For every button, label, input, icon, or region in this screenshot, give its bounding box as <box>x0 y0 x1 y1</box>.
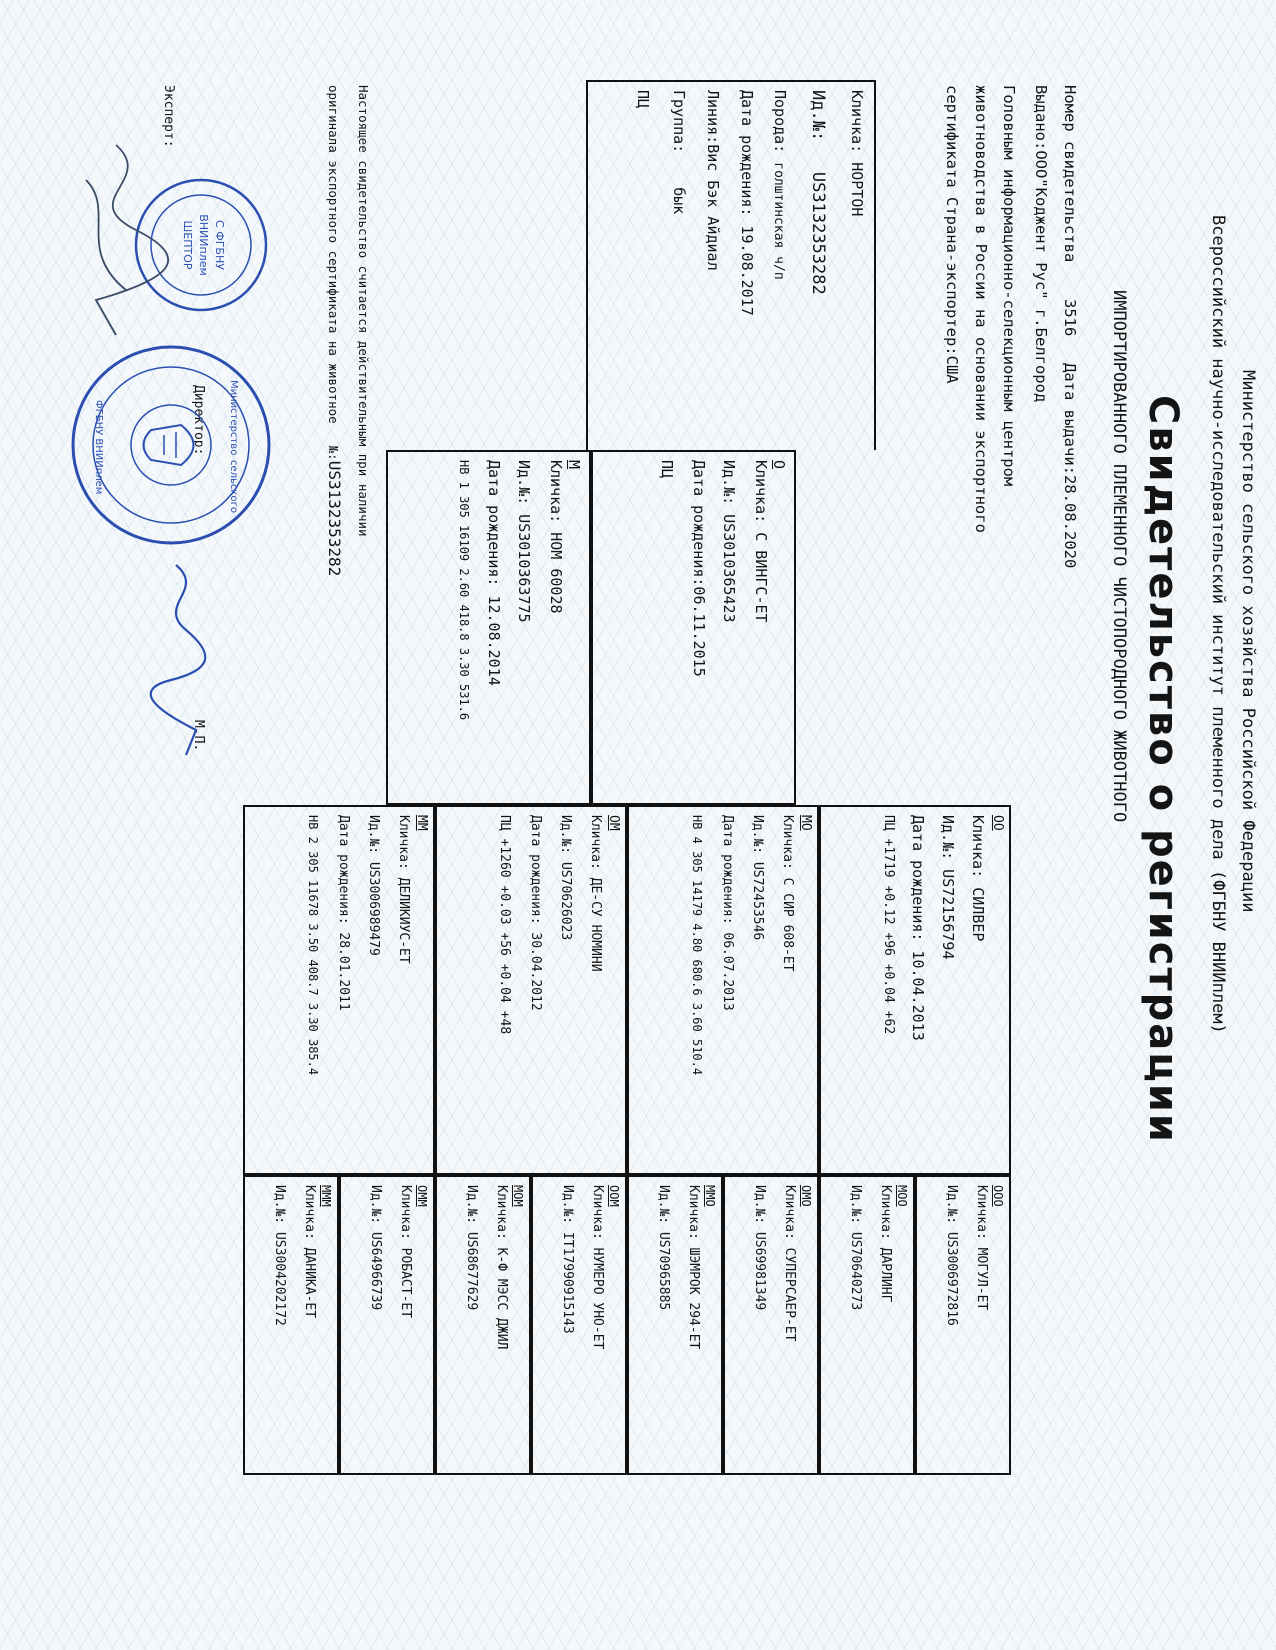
gp-mm-birth: Дата рождения: 28.01.2011 <box>336 815 351 1011</box>
ggp-mom-cell <box>435 1175 531 1475</box>
issuer-line-2: животноводства в России на основании экспортного <box>972 85 990 533</box>
animal-group: бык <box>670 187 688 215</box>
document-title: Свидетельство о регистрации <box>1140 395 1186 1144</box>
gp-mo-id: Ид.№: US72453546 <box>750 815 765 941</box>
gp-mo-extra: НВ 4 305 14179 4.80 680.6 3.60 510.4 <box>690 815 704 1076</box>
animal-id-label: Ид.№: <box>808 90 828 142</box>
ggp-moo-name: Кличка: ДАРЛИНГ <box>878 1185 893 1303</box>
director-label: Директор: <box>191 385 206 456</box>
sire-birth: Дата рождения:06.11.2015 <box>690 460 708 677</box>
dam-id: Ид.№: US3010363775 <box>515 460 533 623</box>
animal-breed-label: Порода: <box>771 90 789 154</box>
seal-text: Министерство сельского ФГБНУ ВНИИплем <box>93 380 239 513</box>
ggp-mmo-name: Кличка: ШЭМРОК 294-ЕТ <box>686 1185 701 1350</box>
dam-cell <box>386 450 591 805</box>
ggp-oom-cell <box>531 1175 627 1475</box>
certificate-number-row <box>1061 85 1079 568</box>
ggp-ooo-code: ООО <box>991 1185 1005 1207</box>
ggp-ooo-cell <box>915 1175 1011 1475</box>
cert-no-label: №: <box>326 445 341 461</box>
document-subtitle: ИМПОРТИРОВАННОГО ПЛЕМЕННОГО ЧИСТОПОРОДНОГО ЖИВОТНОГО <box>1109 290 1129 823</box>
ggp-omo-id: Ид.№: US69981349 <box>752 1185 767 1311</box>
issued-by: Выдано:ООО"Коджент Рус" г.Белгород <box>1032 85 1050 403</box>
ggp-mom-id: Ид.№: US68677629 <box>464 1185 479 1311</box>
ministry-line: Министерство сельского хозяйства Российской Федерации <box>1238 370 1258 913</box>
ggp-mmo-code: ММО <box>703 1185 717 1207</box>
ggp-mom-name: Кличка: К-Ф МЭСС ДЖИЛ <box>494 1185 509 1350</box>
validity-line-1: Настоящее свидетельство считается действительным при наличии <box>356 85 371 537</box>
dam-code: М <box>565 460 583 470</box>
ggp-mom-code: МОМ <box>511 1185 525 1207</box>
gp-mo-name: Кличка: С СИР 608-ЕТ <box>780 815 795 972</box>
gp-mm-extra: НВ 2 305 11678 3.50 408.7 3.30 385.4 <box>306 815 320 1076</box>
ggp-omm-cell <box>339 1175 435 1475</box>
gp-om-id: Ид.№: US70626023 <box>558 815 573 941</box>
grandparent-om-cell <box>435 805 627 1175</box>
gp-oo-extra: ПЦ +1719 +0.12 +96 +0.04 +62 <box>881 815 896 1035</box>
ggp-omo-name: Кличка: СУПЕРСАЕР-ЕТ <box>782 1185 797 1342</box>
animal-breed: голштинская ч/п <box>771 162 786 280</box>
sire-cell <box>591 450 796 805</box>
director-signature <box>146 560 216 760</box>
ggp-mmo-cell <box>627 1175 723 1475</box>
ggp-moo-cell <box>819 1175 915 1475</box>
gp-om-name: Кличка: ДЕ-СУ НОМИНИ <box>588 815 603 972</box>
animal-group-label: Группа: <box>670 90 688 154</box>
ggp-moo-code: МОО <box>895 1185 909 1207</box>
eagle-emblem-icon <box>144 425 194 465</box>
ggp-oom-code: ООМ <box>607 1185 621 1207</box>
issuer-line-1: Головным информационно-селекционным центром <box>1000 85 1018 487</box>
sire-pc: ПЦ <box>658 460 676 479</box>
director-signature-stroke <box>151 565 206 755</box>
dam-name: Кличка: НОМ 60028 <box>547 460 565 614</box>
eagle-emblem-detail-icon <box>164 432 176 458</box>
animal-line-label: Линия: <box>704 90 722 145</box>
gp-oo-birth: Дата рождения: 10.04.2013 <box>909 815 927 1041</box>
gp-mm-code: ММ <box>414 815 429 831</box>
animal-name: НОРТОН <box>848 162 866 217</box>
animal-birth-row <box>738 90 756 316</box>
dam-performance: НВ 1 305 16109 2.60 418.8 3.30 531.6 <box>457 460 471 721</box>
gp-om-code: ОМ <box>606 815 621 831</box>
ggp-moo-id: Ид.№: US70640273 <box>848 1185 863 1311</box>
expert-signature <box>56 140 176 340</box>
animal-name-row <box>848 90 866 216</box>
ggp-mmm-name: Кличка: ДАНИКА-ЕТ <box>302 1185 317 1319</box>
issuer-line-3: сертификата Страна-экспортер:США <box>943 85 961 384</box>
ggp-mmm-code: МММ <box>319 1185 333 1207</box>
ggp-omo-cell <box>723 1175 819 1475</box>
animal-breed-row <box>771 90 789 280</box>
gp-oo-id: Ид.№: US72156794 <box>939 815 957 960</box>
mp-label: М.П. <box>191 720 206 752</box>
gp-mm-id: Ид.№: US3006989479 <box>366 815 381 956</box>
ggp-oom-name: Кличка: НУМЕРО УНО-ЕТ <box>590 1185 605 1350</box>
grandparent-mm-cell <box>243 805 435 1175</box>
issue-date: 28.08.2020 <box>1061 475 1079 569</box>
dam-birth: Дата рождения: 12.08.2014 <box>485 460 503 686</box>
animal-birth: 19.08.2017 <box>738 225 756 316</box>
animal-birth-label: Дата рождения: <box>738 90 756 217</box>
validity-line-2 <box>325 85 344 576</box>
certificate-number-label: Номер свидетельства <box>1061 85 1079 263</box>
gp-mo-birth: Дата рождения: 06.07.2013 <box>720 815 735 1011</box>
expert-label: Эксперт: <box>161 85 176 148</box>
gp-mo-code: МО <box>798 815 813 831</box>
certificate-number: 3516 <box>1061 299 1079 337</box>
ggp-mmm-id: Ид.№: US3004202172 <box>272 1185 287 1326</box>
gp-om-birth: Дата рождения: 30.04.2012 <box>528 815 543 1011</box>
ggp-omo-code: ОМО <box>799 1185 813 1207</box>
animal-id-row <box>808 90 828 295</box>
gp-oo-name: Кличка: СИЛВЕР <box>969 815 987 942</box>
institute-line: Всероссийский научно-исследовательский институт племенного дела (ФГБНУ ВНИИплем) <box>1208 215 1228 1034</box>
expert-signature-stroke <box>86 145 168 335</box>
seal-middle-ring <box>93 367 249 523</box>
sire-code: О <box>770 460 788 470</box>
ggp-omm-id: Ид.№: US64966739 <box>368 1185 383 1311</box>
grandparent-oo-cell <box>819 805 1011 1175</box>
cert-no: US3132353282 <box>325 460 344 577</box>
ggp-omm-code: ОММ <box>415 1185 429 1207</box>
ggp-mmo-id: Ид.№: US70965885 <box>656 1185 671 1311</box>
sire-id: Ид.№: US3010365423 <box>720 460 738 623</box>
animal-line-row <box>704 90 722 271</box>
animal-id: US3132353282 <box>808 171 828 295</box>
animal-line: Вис Бэк Айдиал <box>704 144 722 271</box>
official-seal <box>66 340 276 550</box>
ggp-mmm-cell <box>243 1175 339 1475</box>
animal-name-label: Кличка: <box>848 90 866 154</box>
sire-name: Кличка: С ВИНГС-ЕТ <box>752 460 770 623</box>
animal-group-row <box>670 90 688 214</box>
validity-line-2-text: оригинала экспортного сертификата на животное <box>326 85 341 424</box>
ggp-omm-name: Кличка: РОБАСТ-ЕТ <box>398 1185 413 1319</box>
small-stamp-text: С ФГБНУВНИИплемШЕПТОР <box>181 214 226 276</box>
ggp-ooo-id: Ид.№: US3006972816 <box>944 1185 959 1326</box>
gp-oo-code: ОО <box>990 815 1005 831</box>
ggp-ooo-name: Кличка: МОГУЛ-ЕТ <box>974 1185 989 1311</box>
issue-date-label: Дата выдачи: <box>1061 363 1079 475</box>
gp-om-extra: ПЦ +1260 +0.03 +56 +0.04 +48 <box>497 815 512 1035</box>
grandparent-mo-cell <box>627 805 819 1175</box>
animal-box <box>586 80 876 450</box>
animal-pc-label: ПЦ <box>634 90 652 109</box>
gp-mm-name: Кличка: ДЕЛИКИУС-ЕТ <box>396 815 411 964</box>
ggp-oom-id: Ид.№: IT17990915143 <box>560 1185 575 1334</box>
